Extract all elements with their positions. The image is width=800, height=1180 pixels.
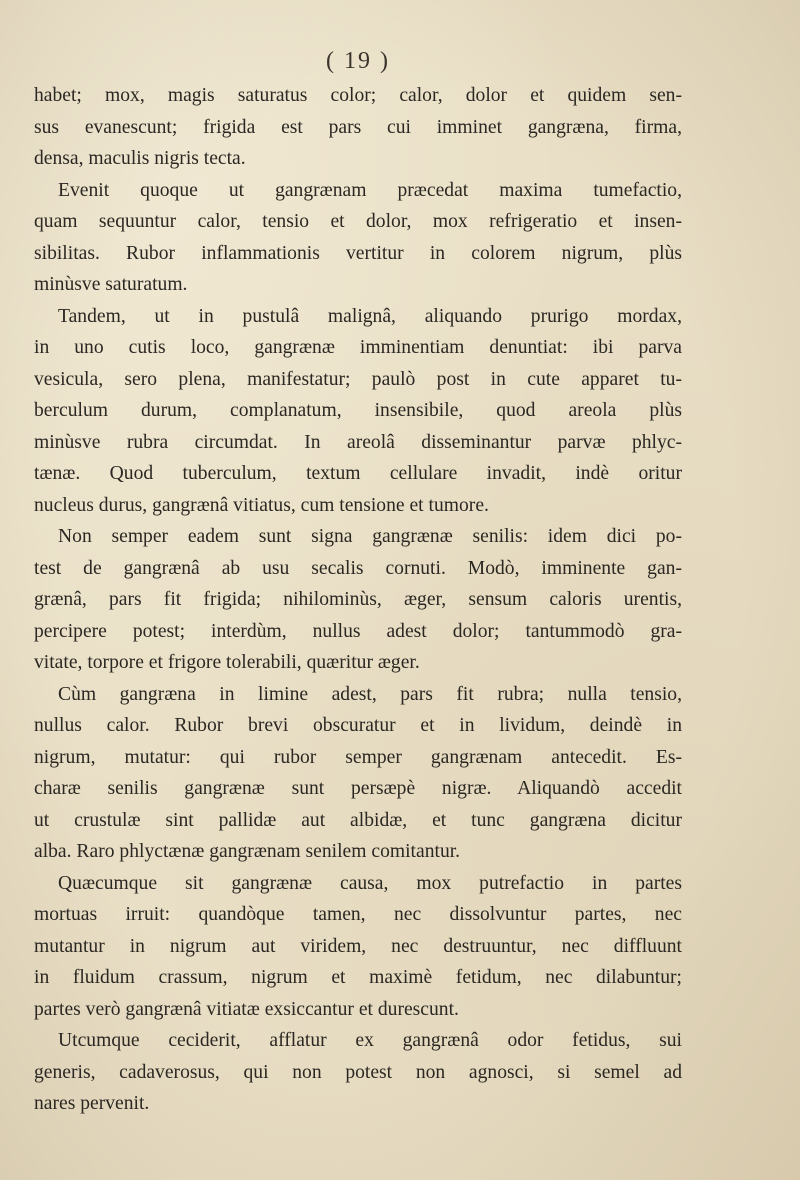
text-line: quam sequuntur calor, tensio et dolor, mox refrigeratio et insen- — [34, 211, 682, 232]
text-line: in uno cutis loco, gangrænæ imminentiam denuntiat: ibi parva — [34, 337, 682, 358]
text-line: Utcumque ceciderit, afflatur ex gangrænâ odor fetidus, sui — [58, 1030, 682, 1051]
text-line: nigrum, mutatur: qui rubor semper gangrænam antecedit. Es- — [34, 746, 682, 768]
book-page — [34, 0, 682, 1180]
text-line: berculum durum, complanatum, insensibile, quod areola plùs — [34, 400, 682, 421]
text-line: minùsve saturatum. — [34, 274, 188, 295]
text-line: sibilitas. Rubor inflammationis vertitur in colorem nigrum, plùs — [34, 242, 682, 264]
body-text — [34, 80, 682, 1120]
text-line: vesicula, sero plena, manifestatur; paulò post in cute apparet tu- — [34, 368, 682, 390]
text-line: densa, maculis nigris tecta. — [34, 148, 246, 169]
text-line: generis, cadaverosus, qui non potest non agnosci, si semel ad — [34, 1061, 682, 1083]
text-line: tænæ. Quod tuberculum, textum cellulare invadit, indè oritur — [34, 463, 682, 484]
text-line: vitate, torpore et frigore tolerabili, quæritur æger. — [34, 652, 420, 673]
text-line: percipere potest; interdùm, nullus adest dolor; tantummodò gra- — [34, 620, 682, 642]
text-line: sus evanescunt; frigida est pars cui imminet gangræna, firma, — [34, 116, 682, 138]
text-line: nucleus durus, gangrænâ vitiatus, cum tensione et tumore. — [34, 494, 489, 516]
text-line: partes verò gangrænâ vitiatæ exsiccantur et durescunt. — [34, 998, 459, 1020]
text-line: test de gangrænâ ab usu secalis cornuti. Modò, imminente gan- — [34, 557, 682, 579]
text-line: ut crustulæ sint pallidæ aut albidæ, et tunc gangræna dicitur — [34, 809, 682, 831]
text-line: Cùm gangræna in limine adest, pars fit rubra; nulla tensio, — [58, 683, 682, 705]
text-line: habet; mox, magis saturatus color; calor, dolor et quidem sen- — [34, 85, 682, 106]
text-line: Tandem, ut in pustulâ malignâ, aliquando prurigo mordax, — [58, 305, 682, 327]
text-line: Quæcumque sit gangrænæ causa, mox putrefactio in partes — [58, 872, 682, 894]
page-number: ( 19 ) — [326, 48, 390, 74]
text-line: mortuas irruit: quandòque tamen, nec dissolvuntur partes, nec — [34, 904, 682, 925]
text-line: nares pervenit. — [34, 1093, 150, 1114]
text-line: alba. Raro phlyctænæ gangrænam senilem comitantur. — [34, 841, 461, 862]
text-line: nullus calor. Rubor brevi obscuratur et in lividum, deindè in — [34, 715, 682, 736]
text-line: charæ senilis gangrænæ sunt persæpè nigræ. Aliquandò accedit — [34, 778, 682, 799]
text-line: grænâ, pars fit frigida; nihilominùs, æger, sensum caloris urentis, — [34, 589, 682, 610]
text-line: Evenit quoque ut gangrænam præcedat maxima tumefactio, — [58, 179, 682, 201]
text-line: Non semper eadem sunt signa gangrænæ senilis: idem dici po- — [58, 526, 682, 547]
text-line: mutantur in nigrum aut viridem, nec destruuntur, nec diffluunt — [34, 935, 682, 957]
text-line: in fluidum crassum, nigrum et maximè fetidum, nec dilabuntur; — [34, 967, 682, 988]
text-line: minùsve rubra circumdat. In areolâ disseminantur parvæ phlyc- — [34, 431, 682, 453]
